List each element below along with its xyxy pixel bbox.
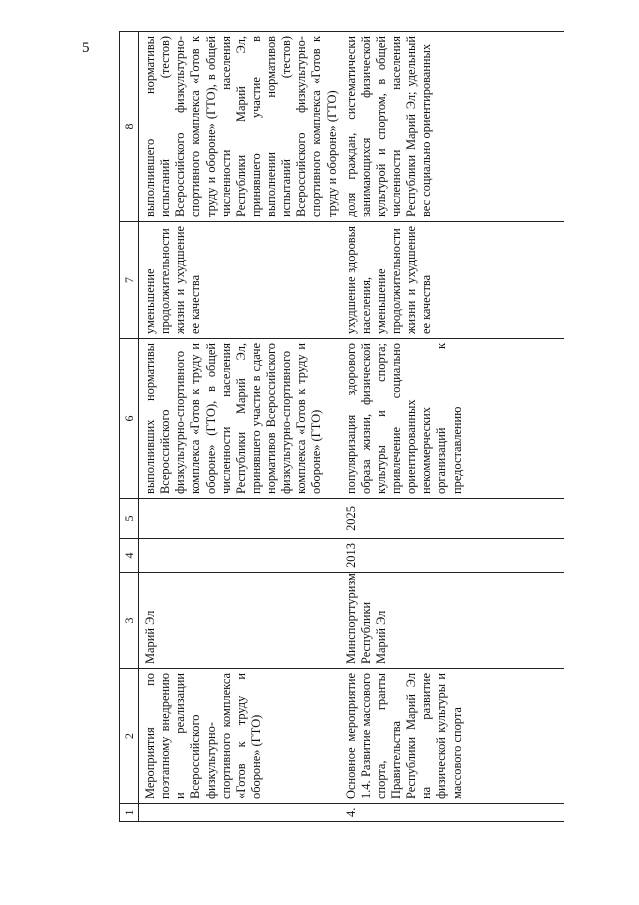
header-row <box>120 32 139 822</box>
consequences-cell: ухудшение здоровья населения, уменьшение продолжительности жизни и ухудшение ее качества <box>340 222 564 339</box>
rotated-table-container <box>119 32 599 822</box>
header-cell-4: 4 <box>120 539 139 573</box>
header-cell-8: 8 <box>120 32 139 222</box>
page-number: 5 <box>82 40 90 56</box>
measure-cell: Основное мероприятие 1.4. Развитие массового спорта, гранты Правительства Республики Марий Эл на развитие физической культуры и массового спорта <box>340 669 564 804</box>
indicators-cell: выполнившего нормативы испытаний (тестов) Всероссийского физкультурно-спортивного комплекса «Готов к труду и обороне» (ГТО), в общей численности населения Республики Марий Эл, принявшего участие в выполнении нормативов испытаний (тестов) Всероссийского физкультурно-спортивного комплекса «Готов к труду и обороне» (ГТО) <box>139 32 340 222</box>
measure-cell: Мероприятия по поэтапному внедрению и реализации Всероссийского физкультурно-спортивного комплекса «Готов к труду и обороне» (ГТО) <box>139 669 340 804</box>
start-year-cell: 2013 <box>340 539 564 573</box>
row-number <box>139 804 340 822</box>
start-year-cell <box>139 539 340 573</box>
header-cell-2: 2 <box>120 669 139 804</box>
row-number: 4. <box>340 804 564 822</box>
consequences-cell: уменьшение продолжительности жизни и ухудшение ее качества <box>139 222 340 339</box>
executor-cell: Минспорттуризм Республики Марий Эл <box>340 573 564 669</box>
header-cell-1: 1 <box>120 804 139 822</box>
indicators-cell: доля граждан, систематически занимающихся физической культурой и спортом, в общей численности населения Республики Марий Эл; удельный вес социально ориентированных <box>340 32 564 222</box>
end-year-cell: 2025 <box>340 499 564 539</box>
end-year-cell <box>139 499 340 539</box>
table-row <box>139 32 340 822</box>
header-cell-7: 7 <box>120 222 139 339</box>
header-cell-6: 6 <box>120 339 139 499</box>
result-cell: популяризация здорового образа жизни, физической культуры и спорта; привлечение социально ориентированных некоммерческих организаций к предоставлению <box>340 339 564 499</box>
table-row <box>340 32 564 822</box>
executor-cell: Марий Эл <box>139 573 340 669</box>
result-cell: выполнивших нормативы Всероссийского физкультурно-спортивного комплекса «Готов к труду и обороне» (ГТО), в общей численности населения Республики Марий Эл, принявшего участие в сдаче нормативов Всероссийского физкультурно-спортивного комплекса «Готов к труду и обороне» (ГТО) <box>139 339 340 499</box>
program-measures-table <box>119 31 564 822</box>
header-cell-5: 5 <box>120 499 139 539</box>
header-cell-3: 3 <box>120 573 139 669</box>
